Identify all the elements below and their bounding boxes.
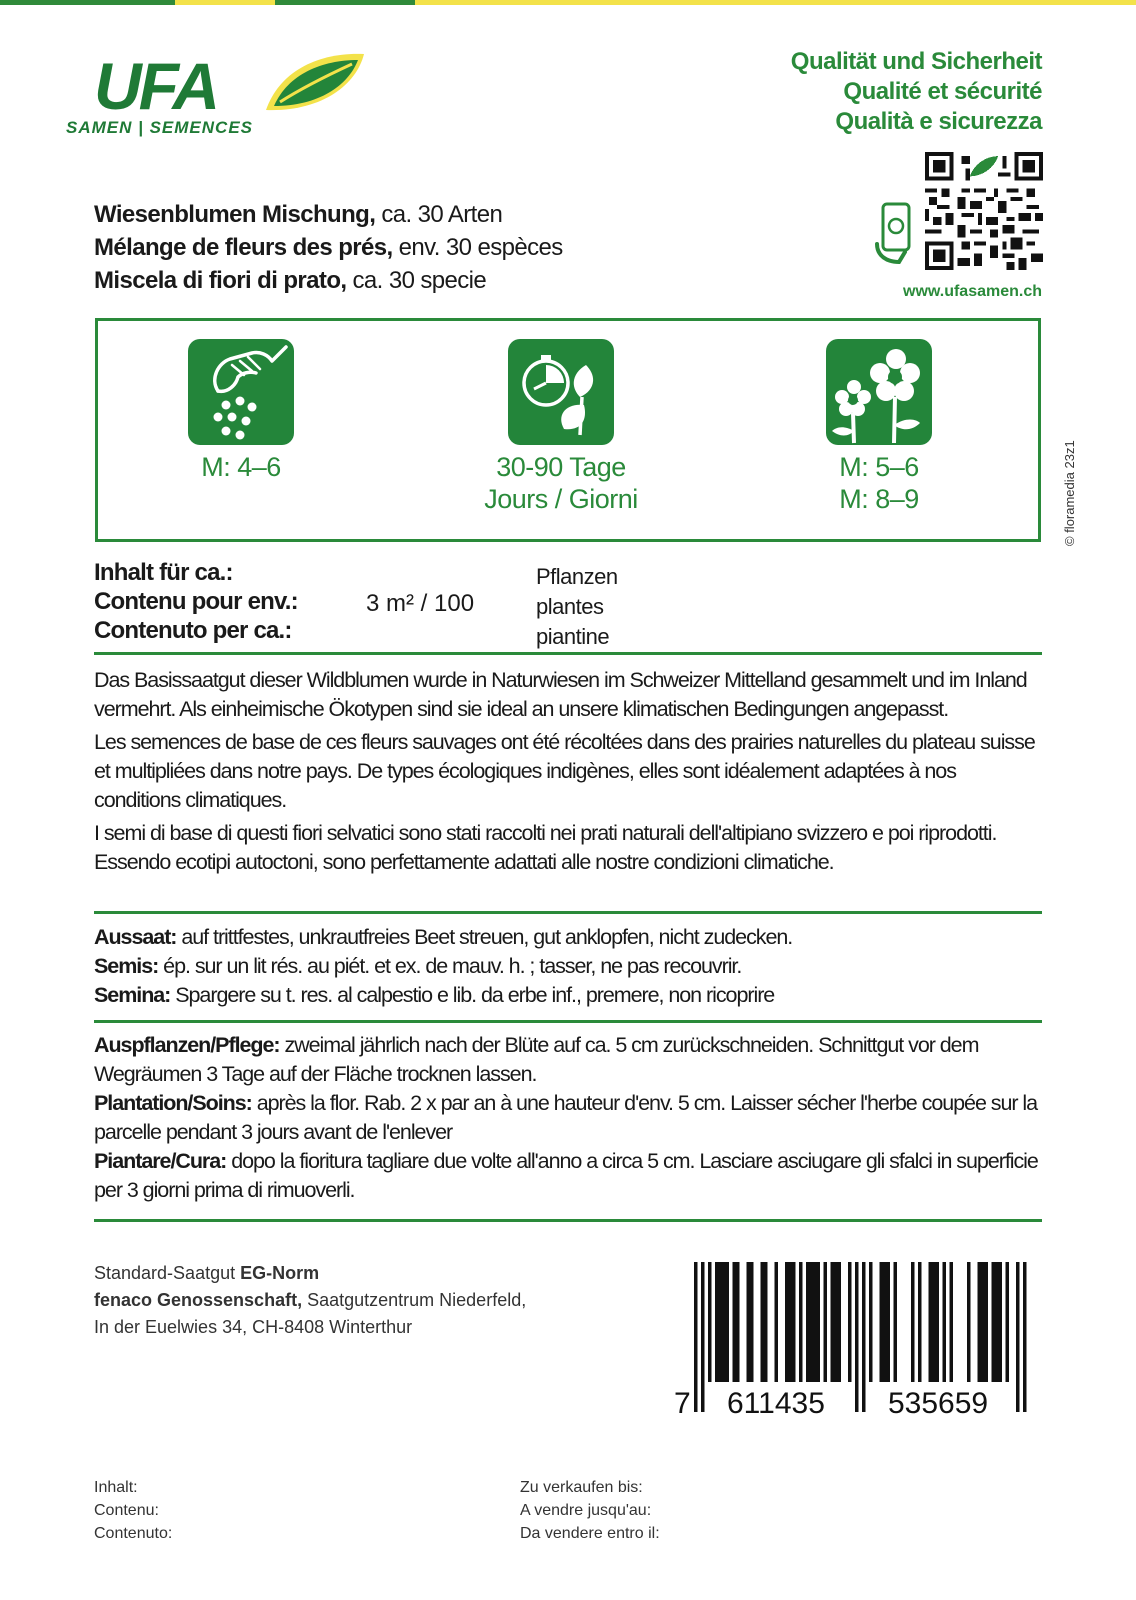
quality-it: Qualità e sicurezza	[835, 108, 1042, 135]
quality-slogan	[791, 47, 1042, 137]
barcode-bar	[883, 1262, 887, 1382]
care-it: Piantare/Cura: dopo la fioritura tagliare due volte all'anno a circa 5 cm. Lasciare asciugare gli sfalci in superficie per 3 giorni prima di rimuoverli.	[94, 1149, 1038, 1202]
contents-field: Inhalt: Contenu: Contenuto:	[94, 1479, 173, 1542]
product-titles	[94, 198, 563, 297]
barcode-bar	[722, 1262, 726, 1382]
content-units: Pflanzen plantes piantine	[536, 564, 618, 649]
product-title-it: Miscela di fiori di prato, ca. 30 specie	[94, 267, 487, 294]
barcode-bar	[999, 1262, 1003, 1382]
barcode-bar	[862, 1262, 866, 1412]
divider	[94, 911, 1042, 914]
barcode-digits-left: 611435	[727, 1387, 825, 1417]
barcode-bar	[799, 1262, 803, 1382]
floramedia-credit: © floramedia 23z1	[1062, 440, 1077, 546]
barcode-bar	[806, 1262, 810, 1382]
divider	[94, 1219, 1042, 1222]
product-title-fr: Mélange de fleurs des prés, env. 30 espèces	[94, 234, 563, 261]
barcode-bar	[887, 1262, 891, 1382]
barcode-bar	[747, 1262, 751, 1382]
barcode-bar	[995, 1262, 999, 1382]
barcode-bar	[831, 1262, 835, 1382]
barcode-bar	[719, 1262, 723, 1382]
barcode-bar	[1016, 1262, 1020, 1412]
barcode-digits-right: 535659	[888, 1387, 989, 1417]
barcode-bar	[894, 1262, 898, 1382]
quality-de: Qualität und Sicherheit	[790, 48, 1042, 75]
seed-standard: Standard-Saatgut EG-Norm	[94, 1263, 320, 1283]
barcode-bar	[810, 1262, 814, 1382]
brand-subtitle: SAMEN | SEMENCES	[66, 118, 254, 137]
barcode-bar	[981, 1262, 985, 1382]
divider	[94, 1020, 1042, 1023]
barcode-bar	[708, 1262, 712, 1382]
barcode-bar	[1023, 1262, 1027, 1412]
barcode-bar	[715, 1262, 719, 1382]
description-fr: Les semences de base de ces fleurs sauvages ont été récoltées dans des prairies naturelles du plateau suisse et multipliées dans notre pays. De types écologiques indigènes, elles sont idéalement adaptées à nos conditions climatiques.	[94, 730, 1035, 812]
barcode-bar	[985, 1262, 989, 1382]
barcode-digit-first: 7	[674, 1387, 691, 1417]
quality-fr: Qualité et sécurité	[843, 78, 1042, 105]
barcode-bar	[817, 1262, 821, 1382]
care-de: Auspflanzen/Pflege: zweimal jährlich nach der Blüte auf ca. 5 cm zurückschneiden. Schnittgut vor dem Wegräumen 3 Tage auf der Fläche trocknen lassen.	[94, 1033, 979, 1086]
barcode-bar	[824, 1262, 828, 1382]
sowing-months-label: M: 4–6	[201, 452, 281, 482]
producer-info	[94, 1260, 526, 1341]
barcode-bar	[792, 1262, 796, 1382]
barcode-bar	[761, 1262, 765, 1382]
sowing-hand-icon	[188, 339, 294, 445]
sowing-it: Semina: Spargere su t. res. al calpestio e lib. da erbe inf., premere, non ricoprire	[94, 983, 775, 1007]
barcode-bar	[785, 1262, 789, 1382]
sowing-block	[94, 923, 1044, 1010]
brand-name: UFA	[94, 49, 217, 123]
sowing-fr: Semis: ép. sur un lit rés. au piét. et ex. de mauv. h. ; tasser, ne pas recouvrir.	[94, 954, 742, 978]
barcode-bar	[775, 1262, 779, 1382]
sell-by-field: Zu verkaufen bis: A vendre jusqu'au: Da vendere entro il:	[520, 1479, 660, 1542]
barcode-bar	[932, 1262, 936, 1382]
care-block	[94, 1031, 1044, 1205]
barcode-bar	[694, 1262, 698, 1412]
smartphone-icon	[875, 200, 915, 266]
sowing-de: Aussaat: auf trittfestes, unkrautfreies Beet streuen, gut anklopfen, nicht zudecken.	[94, 925, 793, 949]
content-amount: 3 m² / 100	[366, 590, 475, 617]
product-title-de: Wiesenblumen Mischung, ca. 30 Arten	[94, 201, 503, 228]
care-fr: Plantation/Soins: après la flor. Rab. 2 x par an à une hauteur d'env. 5 cm. Laisser sécher l'herbe coupée sur la parcelle pendant 3 jours avant de l'enlever	[94, 1091, 1038, 1144]
barcode-bar	[967, 1262, 971, 1382]
barcode-bar	[813, 1262, 817, 1382]
barcode-bar	[855, 1262, 859, 1412]
content-labels: Inhalt für ca.: Contenu pour env.: Contenuto per ca.:	[94, 559, 298, 644]
barcode-bar	[880, 1262, 884, 1382]
barcode-bar	[943, 1262, 947, 1382]
divider	[94, 652, 1042, 655]
barcode-bar	[929, 1262, 933, 1382]
flowers-icon	[826, 339, 932, 445]
cultivation-icons-box	[95, 318, 1041, 542]
top-color-stripe	[0, 0, 1136, 5]
barcode-bar	[978, 1262, 982, 1382]
barcode-bar	[736, 1262, 740, 1382]
barcode-bar	[834, 1262, 838, 1382]
barcode-bar	[733, 1262, 737, 1382]
barcode-bar	[764, 1262, 768, 1382]
description-block	[94, 666, 1044, 881]
qr-code[interactable]	[925, 152, 1043, 270]
barcode-bar	[992, 1262, 996, 1382]
barcode-bar	[918, 1262, 922, 1382]
timer-sprout-icon	[508, 339, 614, 445]
barcode-bar	[726, 1262, 730, 1382]
barcode-bar	[1006, 1262, 1010, 1382]
barcode-bar	[911, 1262, 915, 1382]
barcode-bar	[936, 1262, 940, 1382]
barcode-bar	[701, 1262, 705, 1412]
barcode-bar	[869, 1262, 873, 1382]
website-link[interactable]: www.ufasamen.ch	[903, 283, 1042, 300]
barcode-bar	[750, 1262, 754, 1382]
description-it: I semi di base di questi fiori selvatici sono stati raccolti nei prati naturali dell'altipiano svizzero e poi riprodotti. Essendo ecotipi autoctoni, sono perfettamente adattati alle nostre condizioni climatiche.	[94, 821, 997, 874]
ean-barcode	[666, 1262, 1046, 1417]
content-info	[94, 554, 1044, 654]
company-address: In der Euelwies 34, CH-8408 Winterthur	[94, 1317, 413, 1337]
barcode-bar	[838, 1262, 842, 1382]
barcode-bar	[950, 1262, 954, 1382]
company-name: fenaco Genossenschaft, Saatgutzentrum Niederfeld,	[94, 1290, 527, 1310]
germination-days-label: 30-90 Tage Jours / Giorni	[484, 452, 638, 514]
barcode-bar	[848, 1262, 852, 1382]
ufa-logo	[66, 46, 366, 146]
leaf-logo-icon	[260, 50, 368, 116]
description-de: Das Basissaatgut dieser Wildblumen wurde in Naturwiesen im Schweizer Mittelland gesammelt und im Inland vermehrt. Als einheimische Ökotypen sind sie ideal an unsere klimatischen Bedingungen angepasst.	[94, 668, 1027, 721]
barcode-bar	[789, 1262, 793, 1382]
flowering-months-label: M: 5–6 M: 8–9	[839, 452, 919, 514]
